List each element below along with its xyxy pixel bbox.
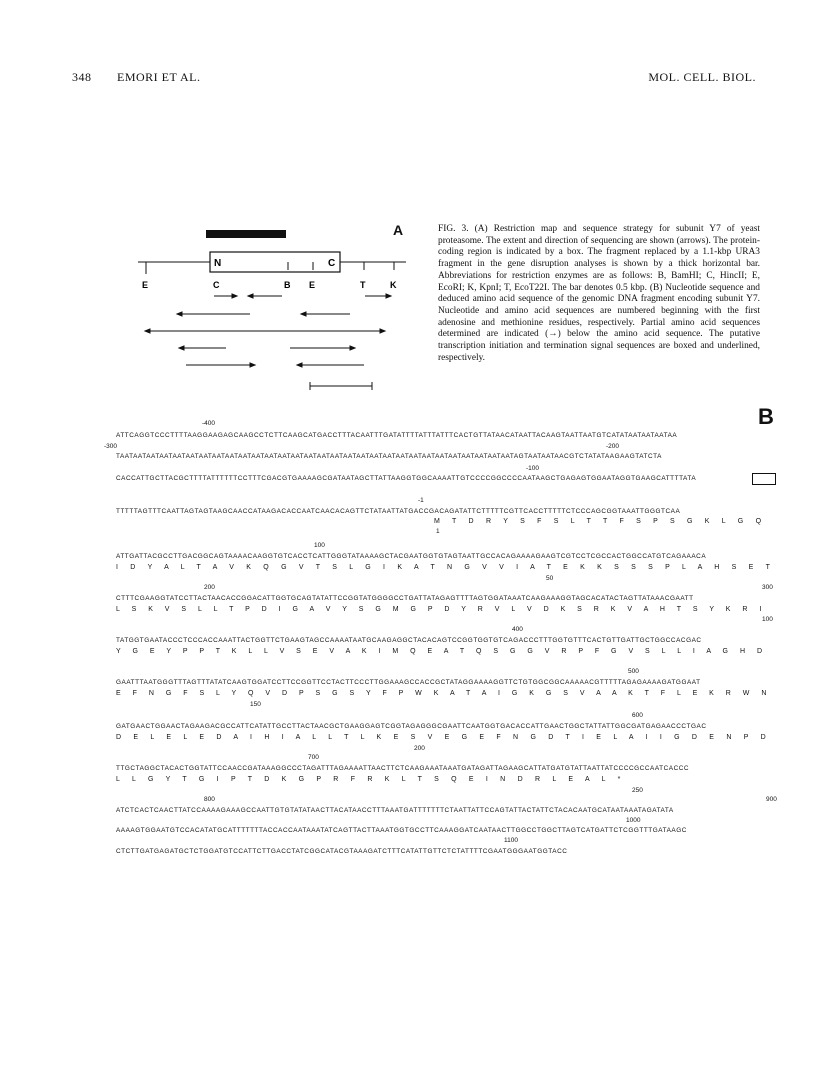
sequence-panel: [104, 420, 777, 860]
nt-line: TAATAATAATAATAATAATAATAATAATAATAATAATAATAATAATAATAATAATAATAATAATAATAATAATAATAATAATAATAATAATAGTAATAATAACGTCTATATAAGAAGTATCTA: [116, 453, 662, 460]
nt-line: CTCTTGATGAGATGCTCTGGATGTCCATTCTTGACCTATCGGCATACGTAAAGATCTTTCATATTGTTCTCTATTTTCGAATGGGAATGGTACC: [116, 848, 568, 855]
marker: 500: [628, 668, 639, 675]
nt-line: ATTGATTACGCCTTGACGGCAGTAAAACAAGGTGTCACCTCATTGGGTATAAAAGCTACGAATGGTGTAGTAATTGCCACAGAAAAGAAGTCGTCCTCGCCACTGGCCATGTCAGAAACA: [116, 553, 707, 560]
marker: -300: [104, 443, 118, 450]
aa-line: Y G E Y P P T K L L V S E V A K I M Q E A T Q S G G V R P F G V S L L I A G H D: [116, 648, 768, 655]
aa-line: L L G Y T G I P T D K G P R F R K L T S Q E I N D R L E A L *: [116, 776, 626, 783]
marker: -200: [606, 443, 620, 450]
marker: 150: [250, 701, 261, 708]
marker: 800: [204, 796, 215, 803]
marker: 200: [204, 584, 215, 591]
figure-caption: [438, 224, 760, 364]
site-label: C: [213, 280, 220, 290]
map-label-c: C: [328, 258, 336, 269]
caption-text: (A) Restriction map and sequence strategy for subunit Y7 of yeast proteasome. The extent and direction of sequencing are shown (arrows). The protein-coding region is indicated by a box. The fragment replaced by a 1.1-kbp URA3 fragment in the gene disruption analyses is shown by a thick horizontal bar. Abbreviations for restriction enzymes are as follows: B, BamHI; C, HincII; E, EcoRI; K, KpnI; T, EcoT22I. The bar denotes 0.5 kbp. (B) Nucleotide sequence and deduced amino acid sequence of the genomic DNA fragment encoding subunit Y7. Nucleotide and amino acid sequences are numbered beginning with the first adenosine and methionine residues, respectively. Partial amino acid sequences determined are indicated (→) below the amino acid sequence. The putative transcription initiation and termination signal sequences are boxed and underlined, respectively.: [438, 224, 760, 363]
running-header-left: [72, 70, 222, 85]
marker: 600: [632, 712, 643, 719]
panel-b-label: B: [758, 404, 774, 429]
nt-line: TATGGTGAATACCCTCCCACCAAATTACTGGTTCTGAAGTAGCCAAAATAATGCAAGAGGCTACACAGTCCGGTGGTGTCAGACCCTTTGGTGTTTCACTGTTGATTGCTGGCCACGAC: [116, 637, 702, 644]
page-number: 348: [72, 70, 92, 84]
marker: 900: [766, 796, 777, 803]
coding-region-box: [210, 252, 340, 272]
nt-line: GAATTTAATGGGTTTAGTTTATATCAAGTGGATCCTTCCGGTTCCTACTTCCCTTGGAAAGCCACCGCTATAGGAAAAGGTTCTGTGGCGGCAAAAACGTTTTTAGAGAAAAGATGGAAT: [116, 679, 701, 686]
aa-line: E F N G F S L Y Q V D P S G S Y F P W K A T A I G K G S V A A K T F L E K R W N: [116, 690, 772, 697]
marker: 1: [436, 528, 440, 535]
marker: 200: [414, 745, 425, 752]
marker: 100: [762, 616, 773, 623]
tata-box: [752, 473, 776, 485]
marker: -100: [526, 465, 540, 472]
marker: 50: [546, 575, 554, 582]
journal-name: MOL. CELL. BIOL.: [648, 70, 756, 84]
marker: 700: [308, 754, 319, 761]
nt-line: CACCATTGCTTACGCTTTTATTTTTTCCTTTCGACGTGAAAAGCGATAATAGCTTATTAAGGTGGCAAAATTGTCCCCGGCCCCAATAAGCTGAGAGTGGAATAGGTGAAGCATTTTATA: [116, 475, 697, 482]
marker: -1: [418, 497, 424, 504]
aa-line: M T D R Y S F S L T T F S P S G K L G Q: [434, 518, 767, 525]
map-label-n: N: [214, 258, 222, 269]
site-label: E: [142, 280, 149, 290]
marker: 400: [512, 626, 523, 633]
marker: 300: [762, 584, 773, 591]
nt-line: AAAAGTGGAATGTCCACATATGCATTTTTTTACCACCAATAAATATCAGTTACTTAAATGGTGCCTTCAAAGGATCAATAACTTGGCCTGGCTTAGTCATGATTCTCGGTTTGATAAGC: [116, 827, 687, 834]
nt-line: ATTCAGGTCCCTTTTAAGGAAGAGCAAGCCTCTTCAAGCATGACCTTTACAATTTGATATTTTATTTATTTCACTGTTATAACATAATTACAAGTAATTAATGTCATATAATAATAATAA: [116, 432, 678, 439]
marker: 1100: [504, 837, 518, 844]
nt-line: TTTTTAGTTTCAATTAGTAGTAAGCAACCATAAGACACCAATCAACACAGTTCTATAATTATGACCGACAGATATTCTTTTTCGTTCACCTTTTTCTCCCAGCGGTAAATTGGGTCAA: [116, 508, 681, 515]
marker: 250: [632, 787, 643, 794]
site-label: T: [360, 280, 366, 290]
marker: -400: [202, 420, 216, 427]
caption-title: FIG. 3.: [438, 224, 469, 234]
site-label: K: [390, 280, 397, 290]
nt-line: TTGCTAGGCTACACTGGTATTCCAACCGATAAAGGCCCTAGATTTAGAAAATTAACTTCTCAAGAAATAAATGATAGATTAGAAGCATTATGATGTATTAATTATCCCCGCCAATCACCC: [116, 765, 690, 772]
aa-line: L S K V S L L T P D I G A V Y S G M G P D Y R V L V D K S R K V A H T S Y K R I: [116, 606, 767, 613]
author-line: EMORI ET AL.: [117, 70, 201, 84]
aa-line: D E L E L E D A I H I A L L T L K E S V E G E F N G D T I E L A I I G D E N P D: [116, 734, 771, 741]
site-label: B: [284, 280, 291, 290]
panel-a-label: A: [393, 222, 404, 238]
ura3-replacement-bar: [206, 230, 286, 238]
nt-line: GATGAACTGGAACTAGAAGACGCCATTCATATTGCCTTACTAACGCTGAAGGAGTCGGTAGAGGGCGAATTCAATGGTGACACCATTGAACTGGCTATTATTGGCGATGAGAACCCTGAC: [116, 723, 707, 730]
site-label: E: [309, 280, 316, 290]
nt-line: ATCTCACTCAACTTATCCAAAAGAAAGCCAATTGTGTATATAACTTACATAACCTTTAAATGATTTTTTTCTAATTATTCCAGTATTACTATTCTACACAATGCATAATAAATAGATATA: [116, 807, 674, 814]
marker: 100: [314, 542, 325, 549]
aa-line: I D Y A L T A V K Q G V T S L G I K A T N G V V I A T E K K S S S P L A H S E T: [116, 564, 776, 571]
marker: 1000: [626, 817, 641, 824]
restriction-map: [110, 222, 410, 392]
nt-line: CTTTCGAAGGTATCCTTACTAACACCGGACATTGGTGCAGTATATTCCGGTATGGGGCCTGATTATAGAGTTTTAGTGGATAAATCAAGAAAGGTAGCACATACTAGTTATAAACGAATT: [116, 595, 694, 602]
